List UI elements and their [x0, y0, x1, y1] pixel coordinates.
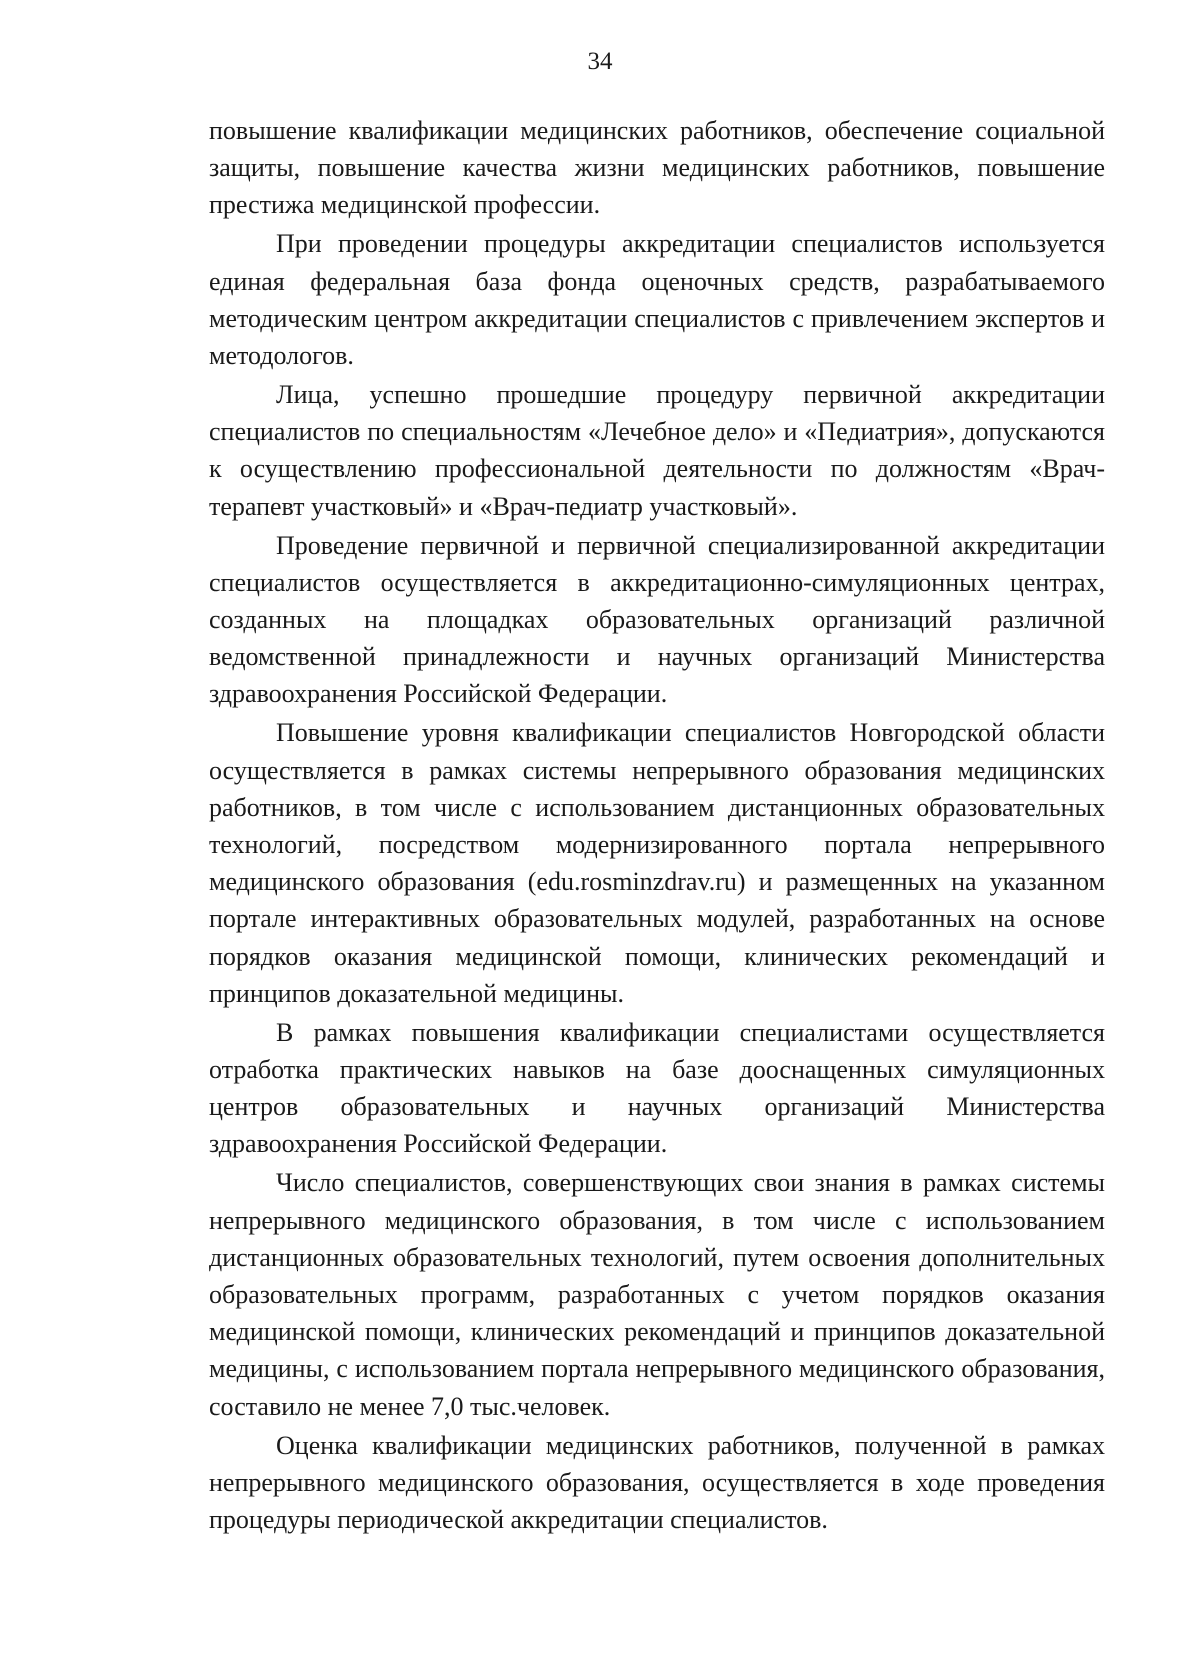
paragraph: повышение квалификации медицинских работников, обеспечение социальной защиты, повышение качества жизни медицинских работников, повышение престижа медицинской профессии.	[209, 116, 1105, 220]
paragraph: Проведение первичной и первичной специализированной аккредитации специалистов осуществляется в аккредитационно-симуляционных центрах, созданных на площадках образовательных организаций различной ведомственной принадлежности и научных организаций Министерства здравоохранения Российской Федерации.	[209, 530, 1105, 709]
paragraph: При проведении процедуры аккредитации специалистов используется единая федеральная база фонда оценочных средств, разрабатываемого методическим центром аккредитации специалистов с привлечением экспертов и методологов.	[209, 229, 1105, 371]
paragraph: Повышение уровня квалификации специалистов Новгородской области осуществляется в рамках системы непрерывного образования медицинских работников, в том числе с использованием дистанционных образовательных технологий, посредством модернизированного портала непрерывного медицинского образования (edu.rosminzdrav.ru) и размещенных на указанном портале интерактивных образовательных модулей, разработанных на основе порядков оказания медицинской помощи, клинических рекомендаций и принципов доказательной медицины.	[209, 718, 1105, 1008]
paragraph: Число специалистов, совершенствующих свои знания в рамках системы непрерывного медицинского образования, в том числе с использованием дистанционных образовательных технологий, путем освоения дополнительных образовательных программ, разработанных с учетом порядков оказания медицинской помощи, клинических рекомендаций и принципов доказательной медицины, с использованием портала непрерывного медицинского образования, составило не менее 7,0 тыс.человек.	[209, 1168, 1105, 1421]
body-text	[209, 112, 1105, 1540]
paragraph: Оценка квалификации медицинских работников, полученной в рамках непрерывного медицинского образования, осуществляется в ходе проведения процедуры периодической аккредитации специалистов.	[209, 1430, 1105, 1535]
paragraph: Лица, успешно прошедшие процедуру первичной аккредитации специалистов по специальностям «Лечебное дело» и «Педиатрия», допускаются к осуществлению профессиональной деятельности по должностям «Врач-терапевт участковый» и «Врач-педиатр участковый».	[209, 380, 1105, 521]
paragraph: В рамках повышения квалификации специалистами осуществляется отработка практических навыков на базе дооснащенных симуляционных центров образовательных и научных организаций Министерства здравоохранения Российской Федерации.	[209, 1017, 1105, 1159]
page-number: 34	[587, 48, 613, 75]
